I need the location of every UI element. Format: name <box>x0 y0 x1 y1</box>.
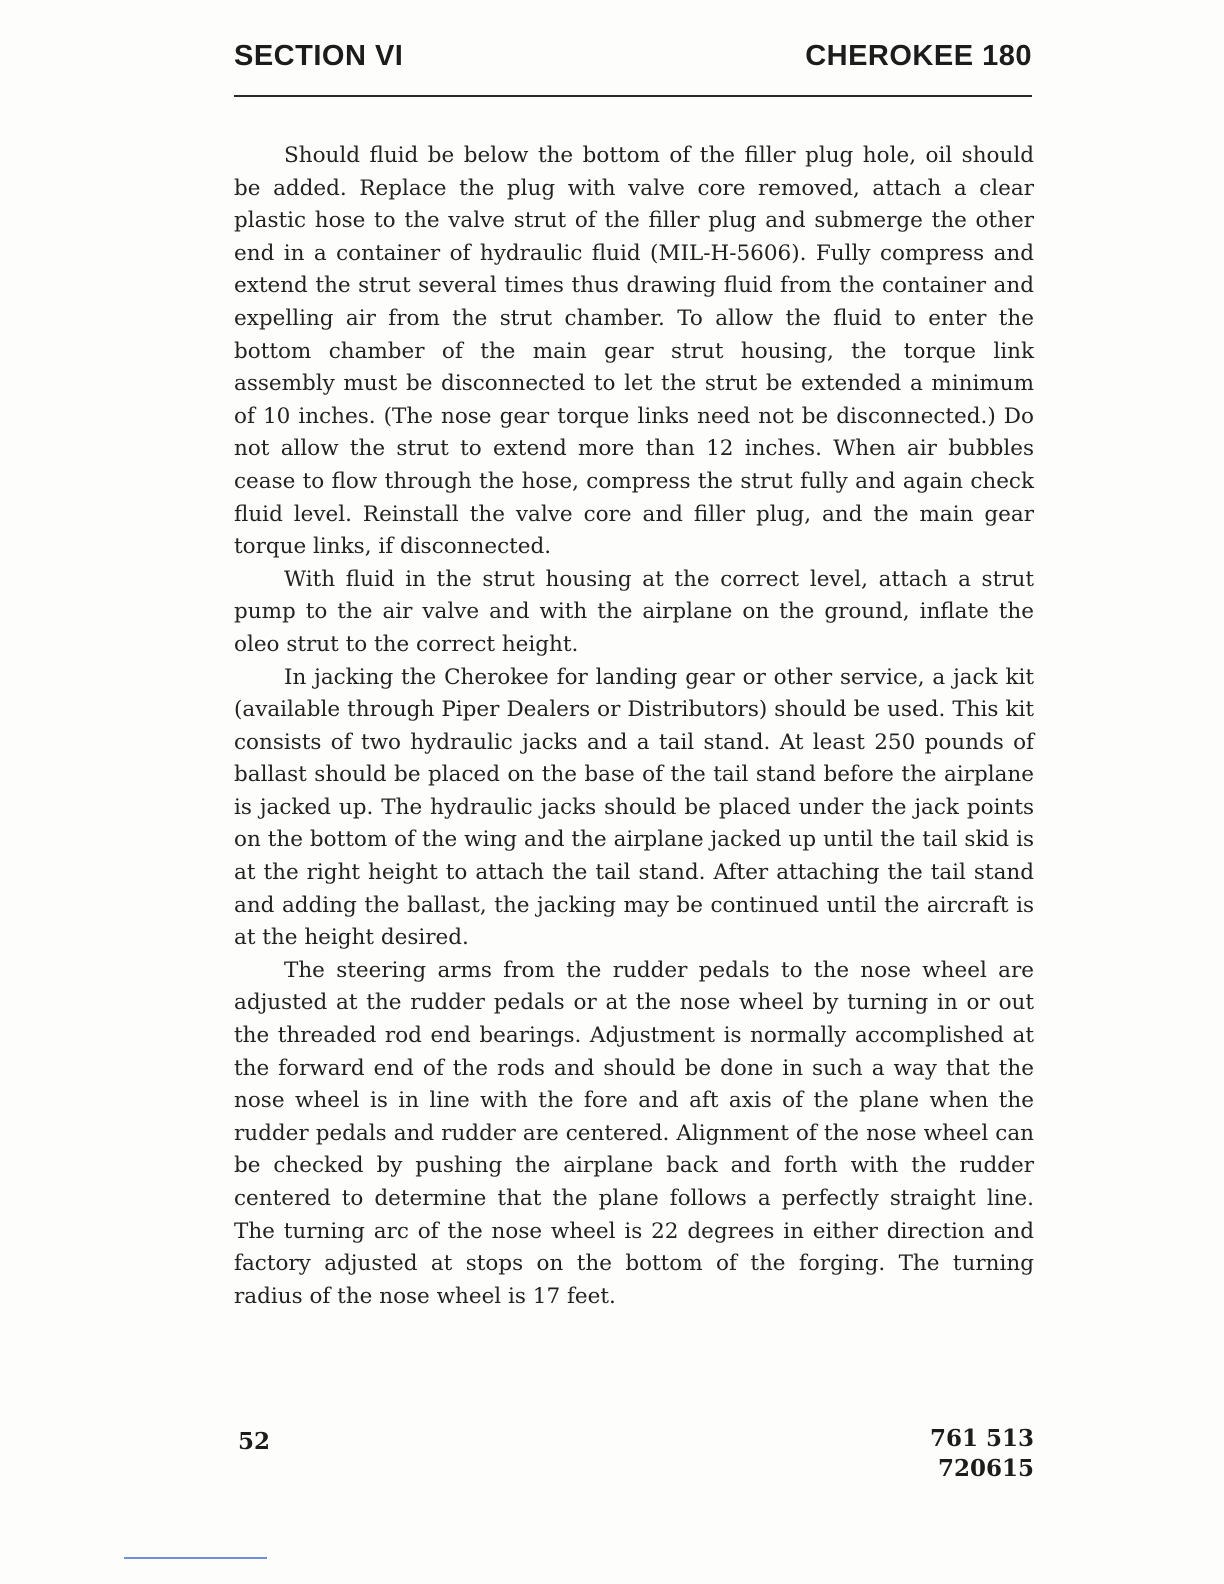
paragraph-strut-fluid: Should fluid be below the bottom of the filler plug hole, oil should be added. Replace the plug with valve core removed, attach a clear plastic hose to the valve strut of the filler plug and submerge the other end in a container of hydraulic fluid (MIL-H-5606). Fully compress and extend the strut several times thus drawing fluid from the container and expelling air from the strut chamber. To allow the fluid to enter the bottom chamber of the main gear strut housing, the torque link assembly must be disconnected to let the strut be extended a minimum of 10 inches. (The nose gear torque links need not be disconnected.) Do not allow the strut to extend more than 12 inches. When air bubbles cease to flow through the hose, compress the strut fully and again check fluid level. Reinstall the valve core and filler plug, and the main gear torque links, if disconnected. <box>234 143 1034 560</box>
header-divider <box>234 95 1032 97</box>
page-header <box>234 40 1032 80</box>
paragraph-strut-inflate: With fluid in the strut housing at the correct level, attach a strut pump to the air valve and with the airplane on the ground, inflate the oleo strut to the correct height. <box>234 566 1034 657</box>
document-code-1: 761 513 <box>929 1425 1034 1452</box>
page-number: 52 <box>238 1428 271 1455</box>
document-codes <box>930 1424 1034 1484</box>
body-text <box>234 140 1034 1313</box>
model-title: CHEROKEE 180 <box>805 40 1032 72</box>
paragraph-steering: The steering arms from the rudder pedals to the nose wheel are adjusted at the rudder pedals or at the nose wheel by turning in or out the threaded rod end bearings. Adjustment is normally accomplished at the forward end of the rods and should be done in such a way that the nose wheel is in line with the fore and aft axis of the plane when the rudder pedals and rudder are centered. Alignment of the nose wheel can be checked by pushing the airplane back and forth with the rudder centered to determine that the plane follows a perfectly straight line. The turning arc of the nose wheel is 22 degrees in either direction and factory adjusted at stops on the bottom of the forging. The turning radius of the nose wheel is 17 feet. <box>234 957 1034 1309</box>
document-code-2: 720615 <box>937 1455 1034 1482</box>
paragraph-jacking: In jacking the Cherokee for landing gear or other service, a jack kit (available through Piper Dealers or Distributors) should be used. This kit consists of two hydraulic jacks and a tail stand. At least 250 pounds of ballast should be placed on the base of the tail stand before the airplane is jacked up. The hydraulic jacks should be placed under the jack points on the bottom of the wing and the airplane jacked up until the tail skid is at the right height to attach the tail stand. After attaching the tail stand and adding the ballast, the jacking may be continued until the aircraft is at the height desired. <box>234 664 1034 951</box>
scan-divider-line <box>124 1557 267 1559</box>
section-title: SECTION VI <box>234 40 404 72</box>
